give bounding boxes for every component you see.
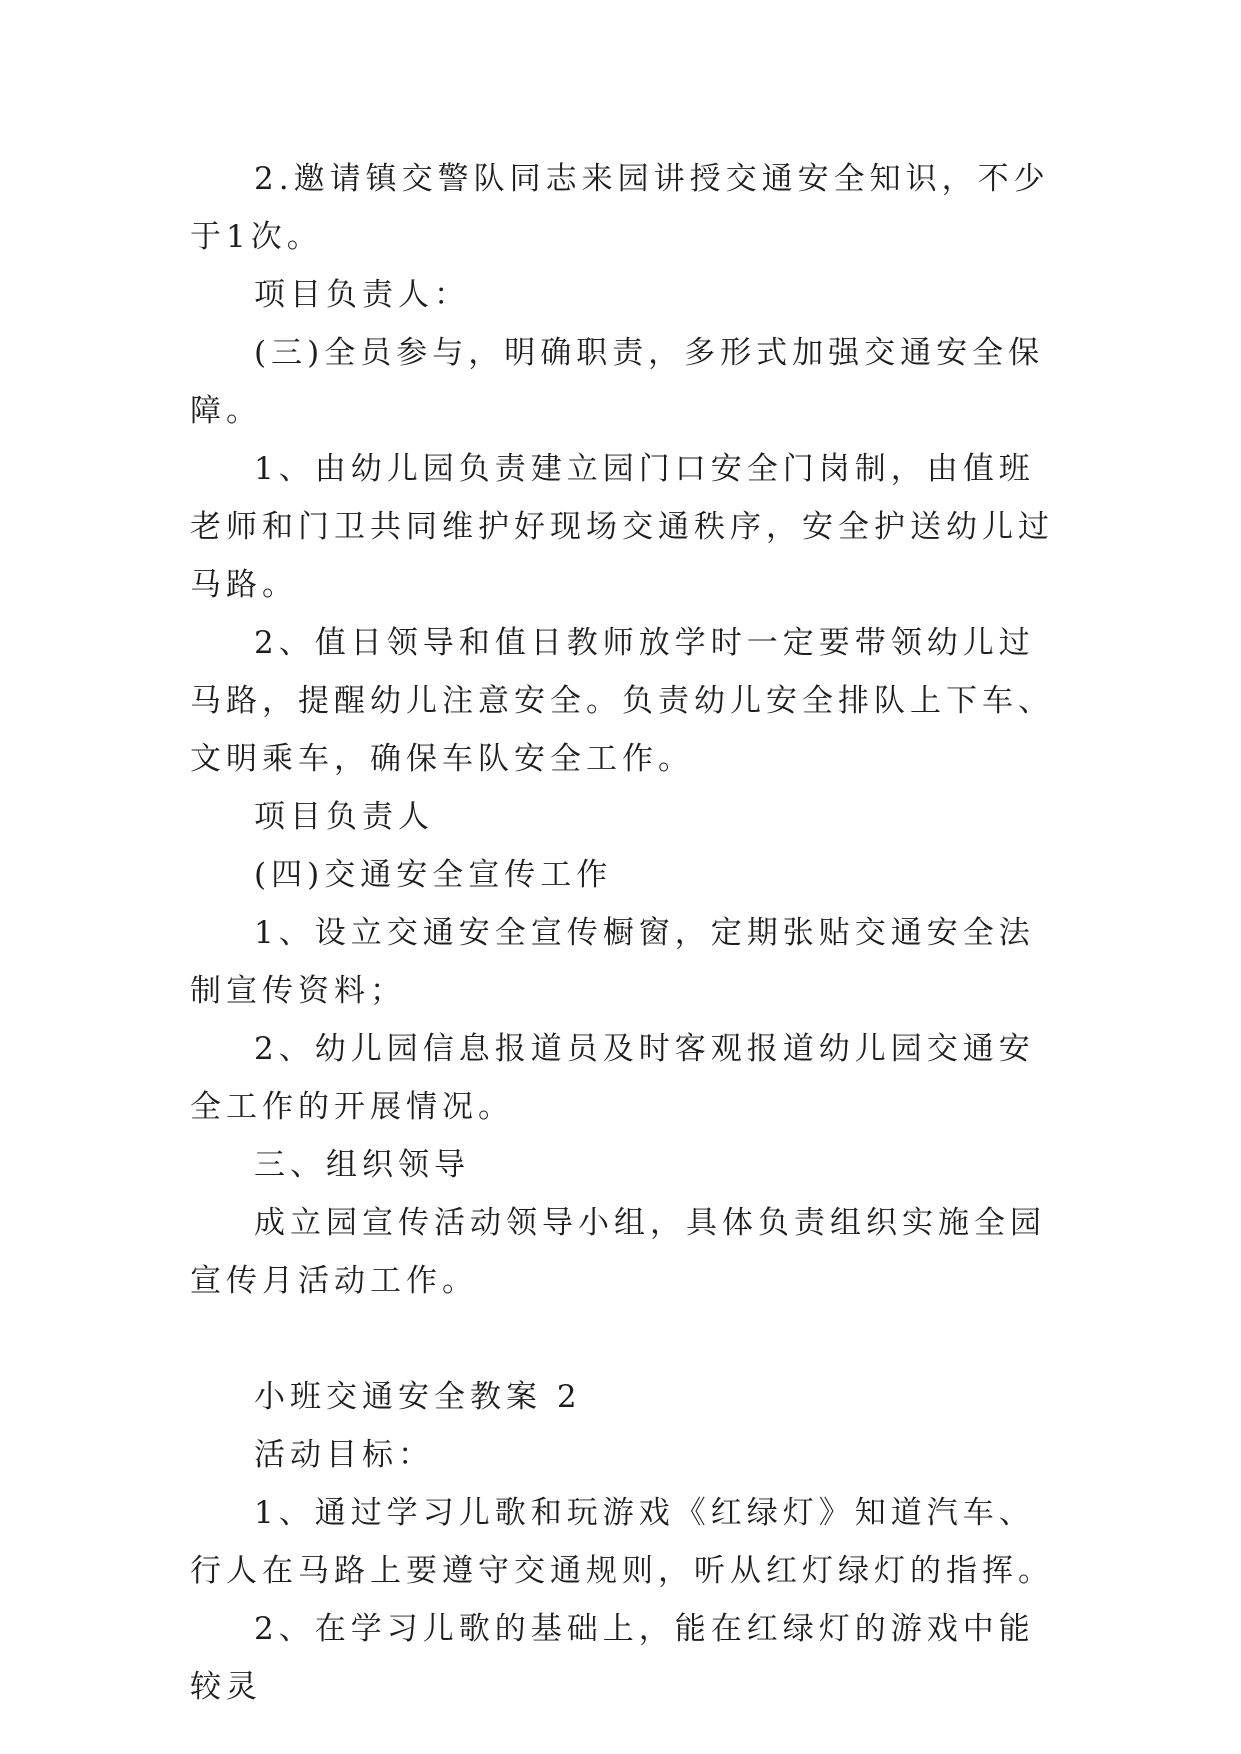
paragraph-leadership-group: 成立园宣传活动领导小组，具体负责组织实施全园宣传月活动工作。 bbox=[190, 1205, 1046, 1299]
paragraph-duty-leaders: 2、值日领导和值日教师放学时一定要带领幼儿过马路，提醒幼儿注意安全。负责幼儿安全排队上下车、文明乘车，确保车队安全工作。 bbox=[190, 625, 1054, 777]
paragraph-organization-heading: 三、组织领导 bbox=[254, 1147, 470, 1183]
section-spacer bbox=[190, 1310, 1070, 1368]
paragraph-invite-police: 2.邀请镇交警队同志来园讲授交通安全知识，不少于1次。 bbox=[190, 161, 1050, 255]
document-body bbox=[190, 150, 1070, 1716]
paragraph-section-3-heading: (三)全员参与，明确职责，多形式加强交通安全保障。 bbox=[190, 335, 1045, 429]
paragraph-project-lead-2: 项目负责人 bbox=[254, 799, 434, 835]
paragraph-bulletin-board: 1、设立交通安全宣传橱窗，定期张贴交通安全法制宣传资料； bbox=[190, 915, 1035, 1009]
paragraph-activity-goals: 活动目标： bbox=[254, 1437, 434, 1473]
paragraph-goal-1: 1、通过学习儿歌和玩游戏《红绿灯》知道汽车、行人在马路上要遵守交通规则，听从红灯绿灯的指挥。 bbox=[190, 1495, 1054, 1589]
paragraph-gate-duty: 1、由幼儿园负责建立园门口安全门岗制，由值班老师和门卫共同维护好现场交通秩序，安全护送幼儿过马路。 bbox=[190, 451, 1054, 603]
paragraph-project-lead-1: 项目负责人： bbox=[254, 277, 470, 313]
paragraph-reporter: 2、幼儿园信息报道员及时客观报道幼儿园交通安全工作的开展情况。 bbox=[190, 1031, 1035, 1125]
paragraph-section-4-heading: (四)交通安全宣传工作 bbox=[254, 857, 613, 893]
section-title: 小班交通安全教案 2 bbox=[254, 1379, 582, 1415]
paragraph-goal-2: 2、在学习儿歌的基础上，能在红绿灯的游戏中能较灵 bbox=[190, 1611, 1035, 1705]
